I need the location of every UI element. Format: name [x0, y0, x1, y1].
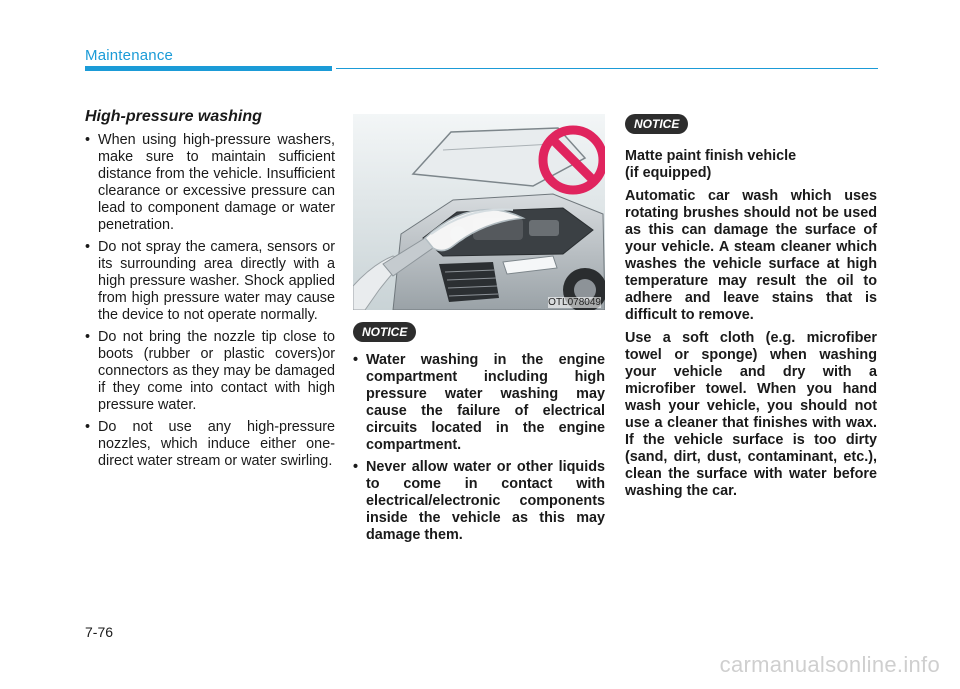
- matte-paint-paragraph: Automatic car wash which uses rotating brushes should not be used as this can damage the surface of your vehicle. A steam cleaner which washes the vehicle surface at high temperature may result the oil to adhere and leave stains that is difficult to remove.: [625, 188, 877, 323]
- header-rule-thin: [336, 68, 878, 69]
- list-item: • Water washing in the engine compartment including high pressure water washing may cause the failure of electrical circuits located in the engine compartment.: [353, 352, 605, 454]
- engine-notice-bullets: [353, 352, 605, 544]
- engine-bay-image: [353, 114, 605, 310]
- list-item: • Do not spray the camera, sensors or its surrounding area directly with a high pressure washer. Shock applied from high pressure water may cause the device to not operate normally.: [85, 239, 335, 324]
- header-rule-thick: [85, 66, 332, 71]
- high-pressure-washing-title: High-pressure washing: [85, 108, 262, 125]
- matte-paint-heading-line2: (if equipped): [625, 165, 712, 181]
- figure-code: OTL078049: [548, 297, 601, 308]
- list-item: • Never allow water or other liquids to come in contact with electrical/electronic components inside the vehicle as this may damage them.: [353, 459, 605, 544]
- engine-washing-illustration: [353, 114, 605, 310]
- matte-paint-paragraph: Use a soft cloth (e.g. microfiber towel or sponge) when washing your vehicle and dry with a microfiber towel. When you hand wash your vehicle, you should not use a cleaner that finishes with wax. If the vehicle surface is too dirty (sand, dirt, dust, contaminant, etc.), clean the surface with water before washing the car.: [625, 330, 877, 499]
- list-item: • Do not use any high-pressure nozzles, which induce either one-direct water stream or water swirling.: [85, 419, 335, 470]
- matte-paint-heading: [625, 148, 877, 182]
- high-pressure-bullets: [85, 132, 335, 470]
- matte-paint-heading-line1: Matte paint finish vehicle: [625, 148, 797, 164]
- watermark: carmanualsonline.info: [719, 652, 940, 677]
- list-item: • When using high-pressure washers, make sure to maintain sufficient distance from the vehicle. Insufficient clearance or excessive pressure can lead to component damage or water penetration.: [85, 132, 335, 234]
- left-column: [85, 108, 335, 475]
- middle-column: [353, 114, 605, 549]
- section-title: Maintenance: [85, 47, 174, 64]
- right-column: [625, 114, 877, 506]
- notice-badge: NOTICE: [625, 114, 688, 134]
- notice-badge: NOTICE: [353, 322, 416, 342]
- list-item: • Do not bring the nozzle tip close to boots (rubber or plastic covers)or connectors as they may be damaged if they come into contact with high pressure water.: [85, 329, 335, 414]
- page-number: 7-76: [85, 624, 114, 640]
